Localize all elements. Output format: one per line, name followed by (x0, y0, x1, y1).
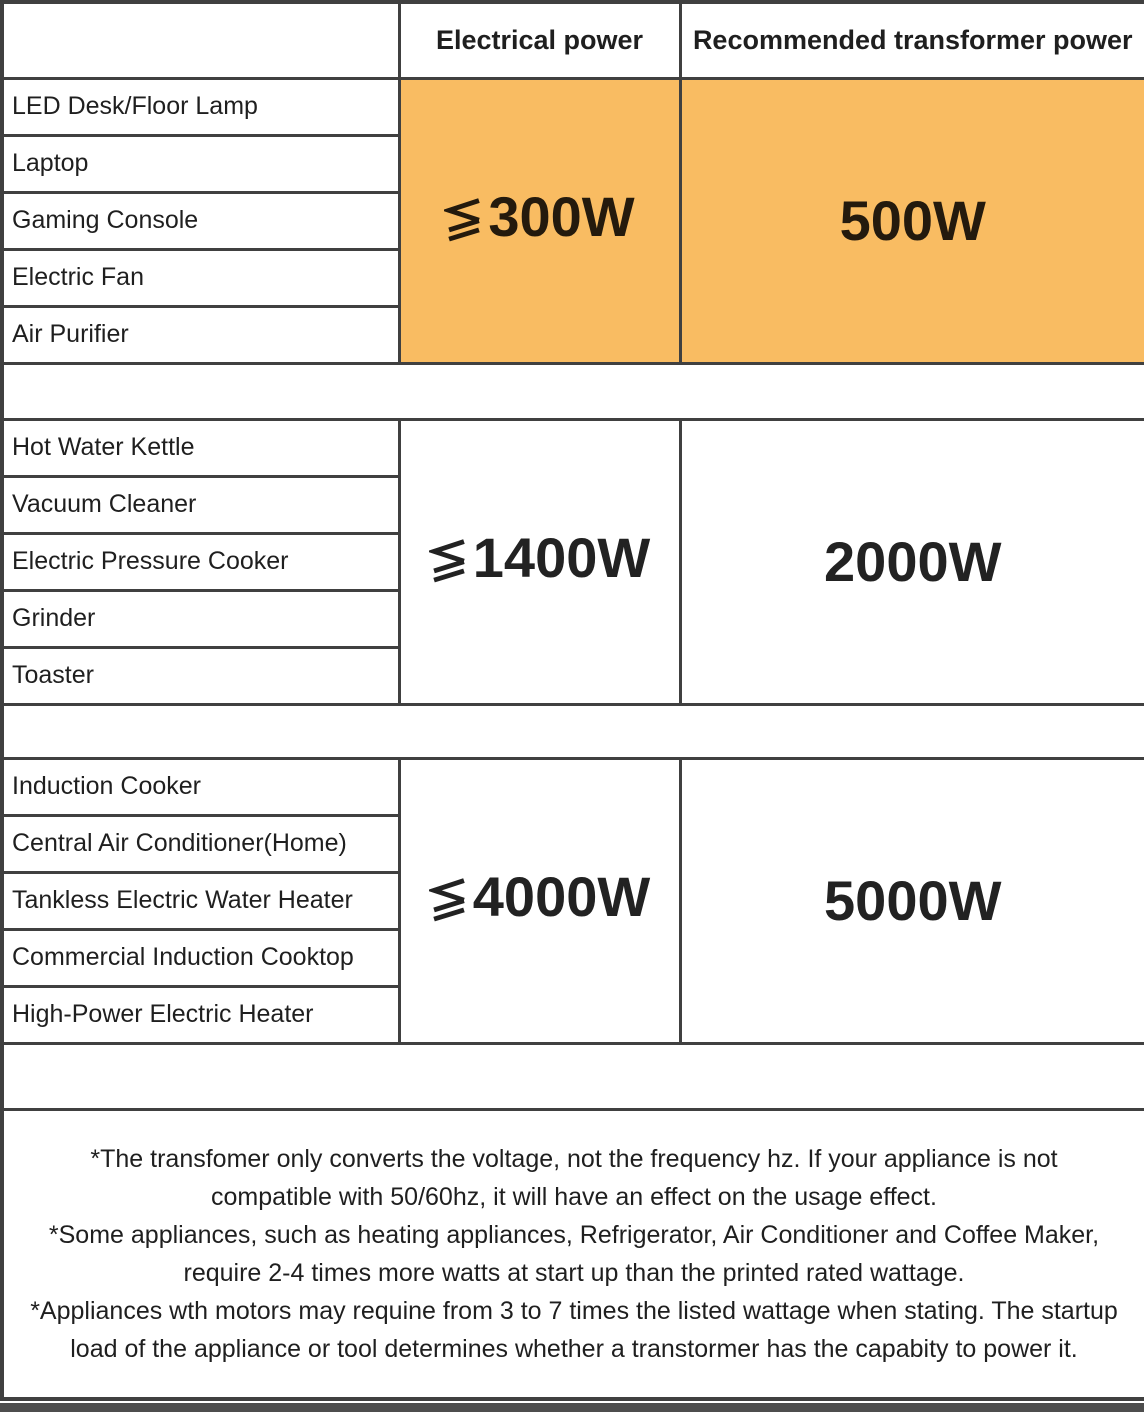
appliance-cell: Laptop (2, 135, 399, 192)
electrical-power-cell (399, 758, 680, 1043)
appliance-cell: Central Air Conditioner(Home) (2, 815, 399, 872)
electrical-power-value: 4000W (472, 865, 651, 928)
appliance-cell: Grinder (2, 590, 399, 647)
appliance-cell: Commercial Induction Cooktop (2, 929, 399, 986)
note-motor-appliances: *Appliances wth motors may requine from 3 to 7 times the listed wattage when stating. The startup load of the appliance or tool determines whether a transtormer has the capabity to power it. (30, 1296, 1118, 1363)
electrical-power-value: 1400W (472, 526, 651, 589)
electrical-power-value: 300W (488, 185, 635, 248)
bottom-edge-bar (0, 1403, 1144, 1412)
less-than-or-equal-icon (429, 876, 469, 922)
less-than-or-equal-icon (444, 196, 484, 242)
electrical-power-cell (399, 78, 680, 363)
notes-row (2, 1109, 1144, 1399)
notes-cell (2, 1109, 1144, 1399)
appliance-cell: Air Purifier (2, 306, 399, 363)
appliance-cell: Induction Cooker (2, 758, 399, 815)
appliance-cell: High-Power Electric Heater (2, 986, 399, 1043)
header-electrical-power-label: Electrical power (435, 24, 644, 55)
spacer-row (2, 1043, 1144, 1109)
table-row (2, 758, 1144, 815)
header-transformer-power-label: Recommended transformer power (692, 24, 1133, 55)
transformer-power-value: 2000W (824, 530, 1002, 593)
transformer-power-cell (680, 758, 1144, 1043)
transformer-power-cell (680, 419, 1144, 704)
appliance-cell: LED Desk/Floor Lamp (2, 78, 399, 135)
less-than-or-equal-icon (429, 537, 469, 583)
appliance-cell: Electric Pressure Cooker (2, 533, 399, 590)
appliance-cell: Tankless Electric Water Heater (2, 872, 399, 929)
header-cell-appliances (2, 2, 399, 78)
appliance-cell: Toaster (2, 647, 399, 704)
transformer-power-value: 500W (839, 189, 986, 252)
appliance-cell: Electric Fan (2, 249, 399, 306)
appliance-cell: Gaming Console (2, 192, 399, 249)
spacer-row (2, 363, 1144, 419)
appliance-cell: Vacuum Cleaner (2, 476, 399, 533)
transformer-power-cell (680, 78, 1144, 363)
table-row (2, 419, 1144, 476)
table-row (2, 78, 1144, 135)
note-startup-watts: *Some appliances, such as heating appliances, Refrigerator, Air Conditioner and Coffee Maker, require 2-4 times more watts at start up than the printed rated wattage. (48, 1220, 1100, 1287)
header-cell-electrical-power (399, 2, 680, 78)
transformer-power-value: 5000W (824, 869, 1002, 932)
note-frequency: *The transfomer only converts the voltage, not the frequency hz. If your appliance is not compatible with 50/60hz, it will have an effect on the usage effect. (90, 1144, 1058, 1211)
electrical-power-cell (399, 419, 680, 704)
disclaimer-notes (5, 1140, 1143, 1368)
header-cell-transformer-power (680, 2, 1144, 78)
appliance-cell: Hot Water Kettle (2, 419, 399, 476)
spacer-row (2, 704, 1144, 758)
table-header-row (2, 2, 1144, 78)
